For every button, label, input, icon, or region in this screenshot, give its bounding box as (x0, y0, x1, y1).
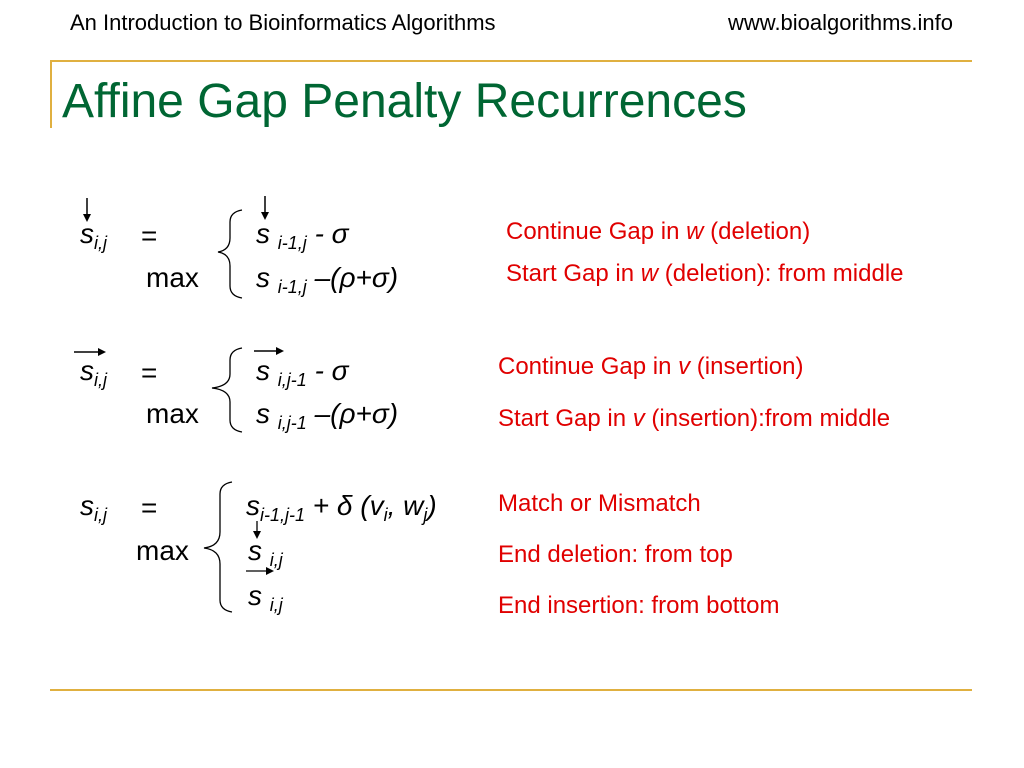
block3-equals: = (141, 492, 158, 523)
block1-brace (218, 210, 242, 298)
block1-max: max (146, 262, 199, 293)
block1-row2: s $_{i-1,j}$ –(ρ+σ) (256, 262, 399, 297)
block1-equals: = (141, 220, 158, 251)
block3-lhs: $s_{i,j}$ (80, 490, 107, 525)
block3-row3: s $_{i,j}$ (248, 580, 283, 615)
block1-lhs: $s_{i,j}$ (80, 218, 107, 253)
header-course-title: An Introduction to Bioinformatics Algorithms (70, 10, 496, 35)
block2-max: max (146, 398, 199, 429)
block3-row2: s $_{i,j}$ (248, 535, 283, 570)
block3-note3: End insertion: from bottom (498, 592, 780, 619)
block1-row1: s $_{i-1,j}$ - σ (256, 218, 349, 253)
block1-note1: Continue Gap in w (deletion) (506, 218, 811, 245)
block3-row1: $s_{i-1,j-1} + \delta$ ($v_i$, $w_j$) (246, 490, 437, 525)
block1-note2: Start Gap in w (deletion): from middle (506, 260, 904, 287)
block2-note2: Start Gap in v (insertion):from middle (498, 405, 891, 432)
block3-note1: Match or Mismatch (498, 490, 701, 517)
block2-row1: s $_{i,j-1}$ - σ (256, 355, 349, 390)
block2-equals: = (141, 357, 158, 388)
page-title: Affine Gap Penalty Recurrences (62, 75, 747, 128)
header-url: www.bioalgorithms.info (728, 10, 953, 35)
bottom-rule (50, 689, 972, 691)
block3-note2: End deletion: from top (498, 541, 733, 568)
block2-lhs: $s_{i,j}$ (80, 355, 107, 390)
block2-brace (212, 348, 242, 432)
block2-row2: s $_{i,j-1}$ –(ρ+σ) (256, 398, 399, 433)
block3-max: max (136, 535, 189, 566)
block2-note1: Continue Gap in v (insertion) (498, 353, 804, 380)
block3-brace (204, 482, 232, 612)
